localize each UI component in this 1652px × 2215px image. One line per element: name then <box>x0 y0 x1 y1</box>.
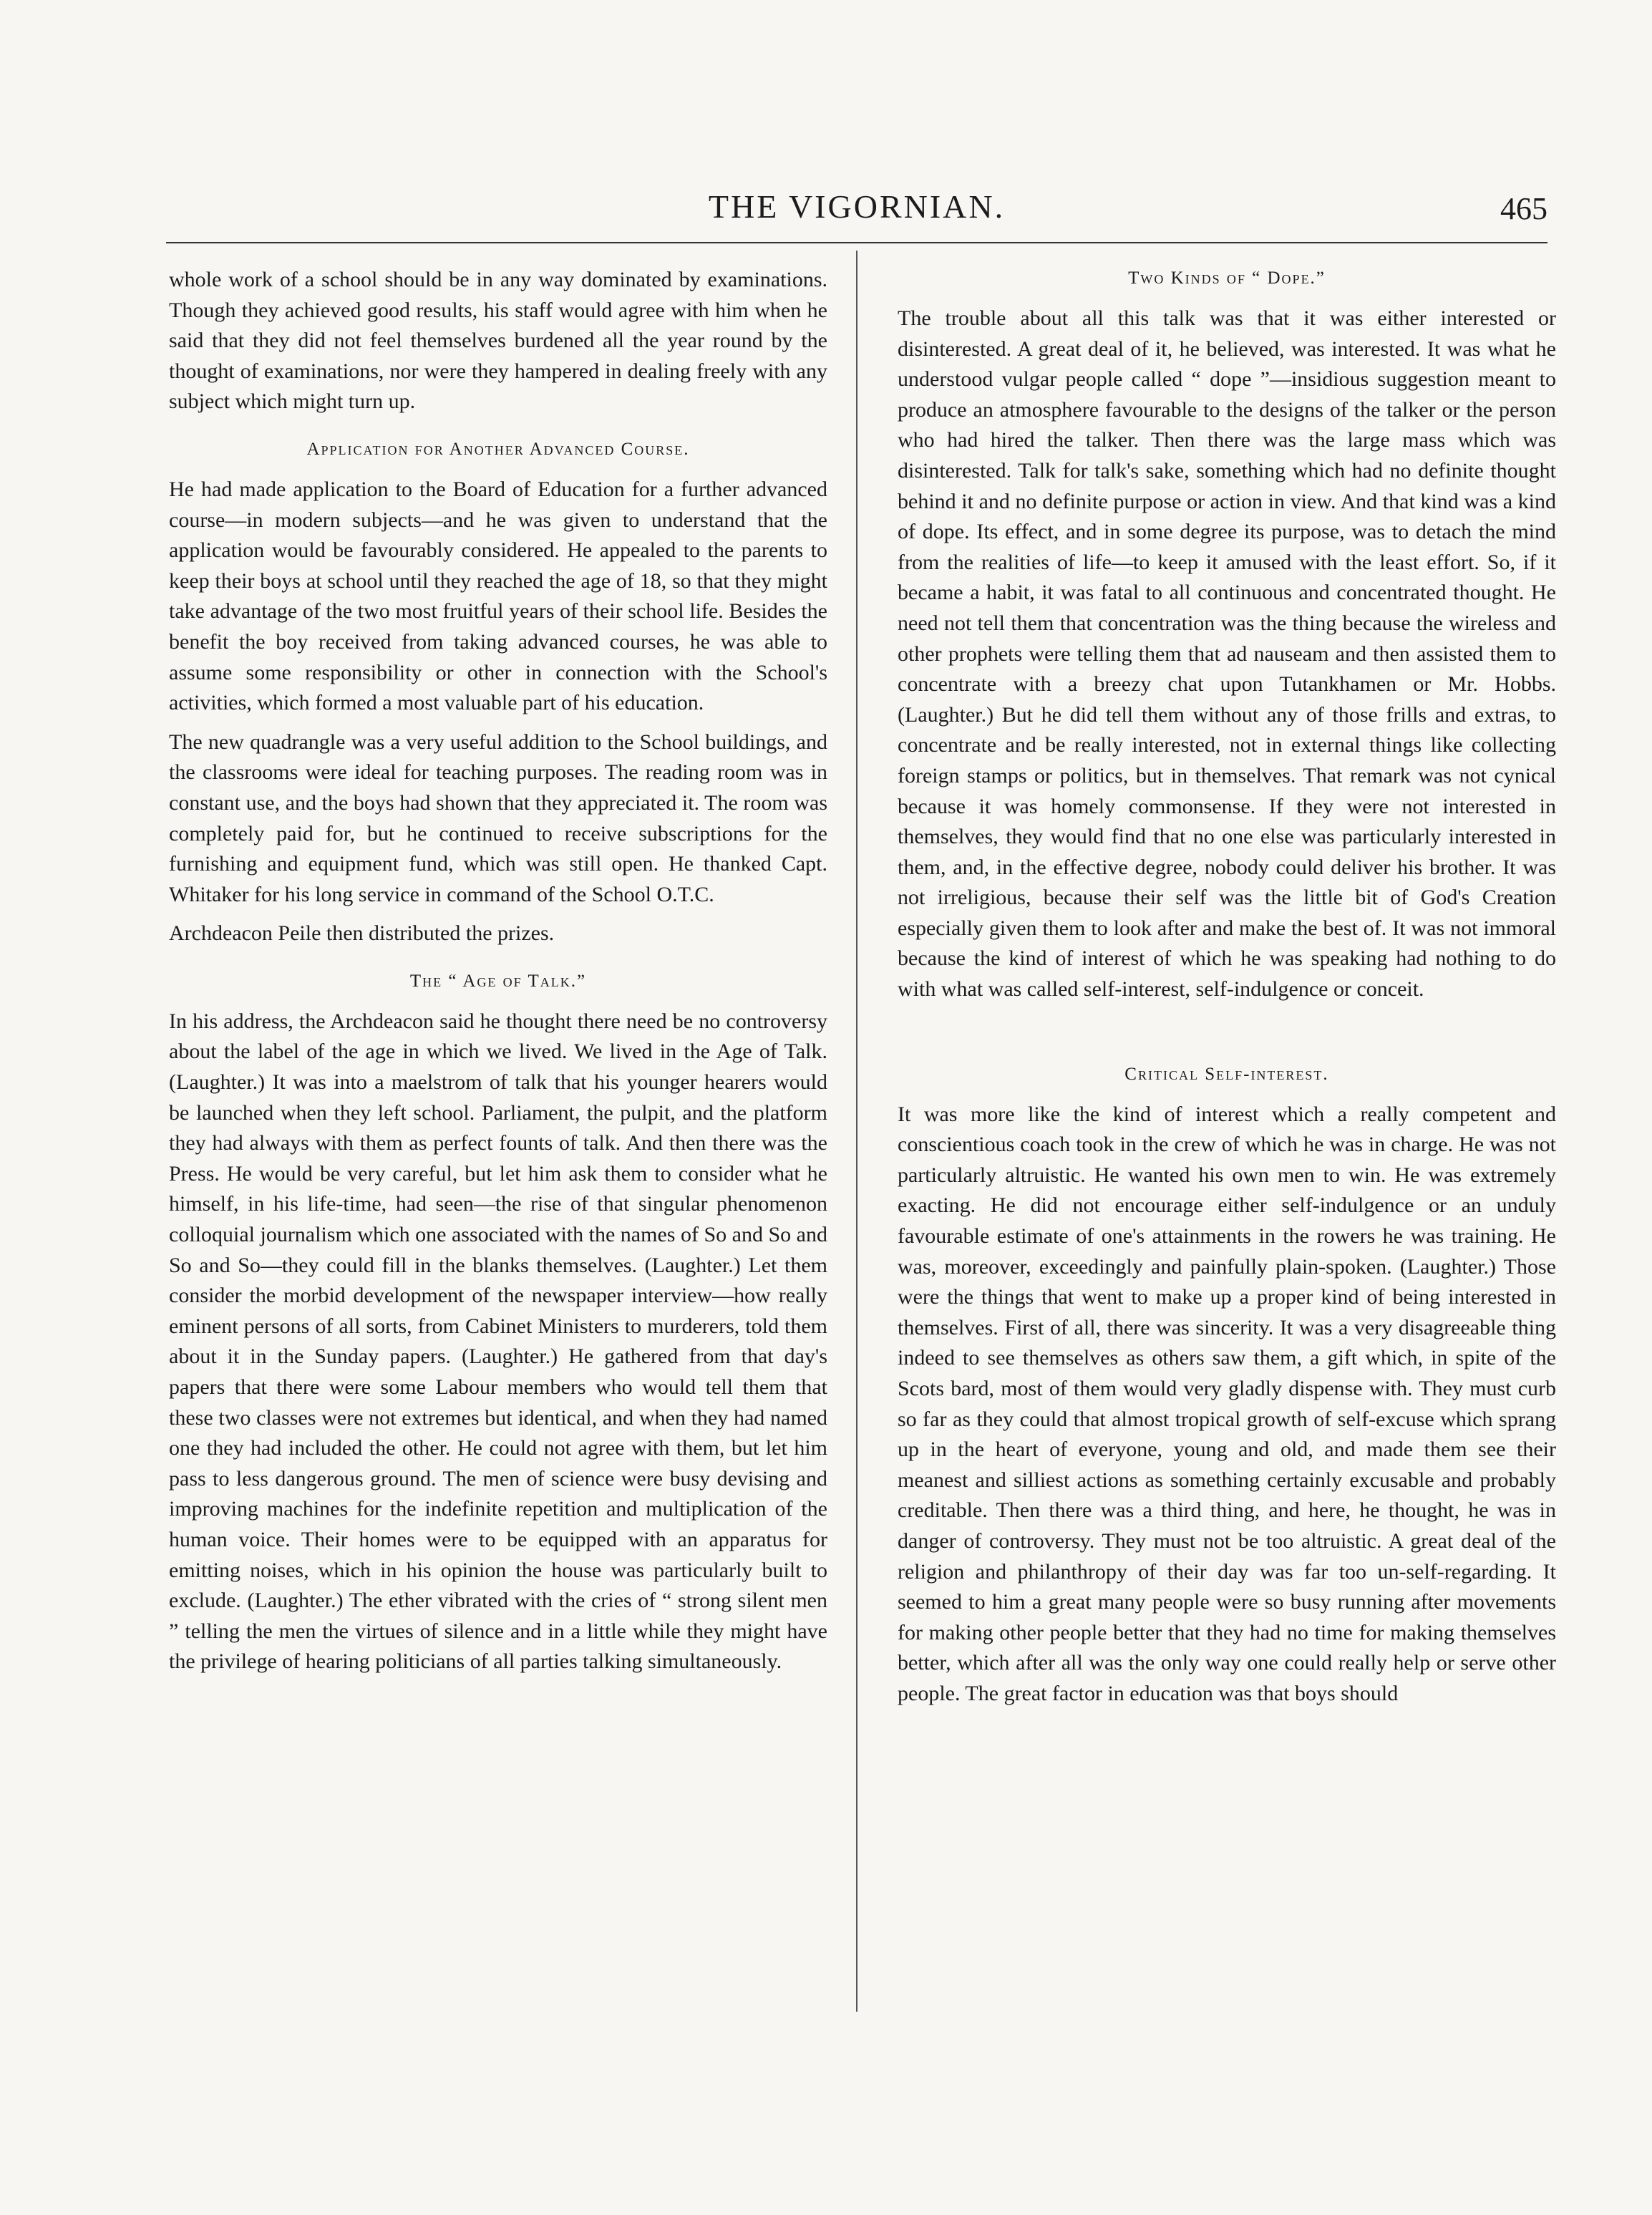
section-heading: Application for Another Advanced Course. <box>306 439 690 459</box>
paragraph: It was more like the kind of interest which a really competent and conscientious coach took in the crew of which he was in charge. He was not particularly altruistic. He wanted his own men to win. He was extremely exacting. He did not encourage either self-indulgence or an unduly favourable estimate of one's attainments in the rowers he was training. He was, moreover, exceedingly and painfully plain-spoken. (Laughter.) Those were the things that went to make up a proper kind of being interested in themselves. First of all, there was sincerity. It was a very disagreeable thing indeed to see themselves as others saw them, a gift which, in spite of the Scots bard, most of them would very gladly dispense with. They must curb so far as they could that almost tropical growth of self-excuse which sprang up in the heart of everyone, young and old, and made them see their meanest and silliest actions as something certainly excusable and probably creditable. Then there was a third thing, and here, he thought, he was in danger of controversy. They must not be too altruistic. A great deal of the religion and philanthropy of their day was far too un-self-regarding. It seemed to him a great many people were so busy running after movements for making other people better that they had no time for making themselves better, which after all was the only way one could really help or serve other people. The great factor in education was that boys should <box>898 1102 1556 1705</box>
paragraph: In his address, the Archdeacon said he thought there need be no controversy about the label of the age in which we lived. We lived in the Age of Talk. (Laughter.) It was into a maelstrom of talk that his younger hearers would be launched when they left school. Parliament, the pulpit, and the platform they had always with them as perfect founts of talk. And then there was the Press. He would be very careful, but let him ask them to consider what he himself, in his life-time, had seen—the rise of that singular phenomenon colloquial journalism which one associated with the names of So and So and So and So—they could fill in the blanks themselves. (Laughter.) Let them consider the morbid development of the newspaper interview—how really eminent persons of all sorts, from Cabinet Ministers to murderers, told them about it in the Sunday papers. (Laughter.) He gathered from that day's papers that there were some Labour members who would tell them that these two classes were not extremes but identical, and when they had named one they had included the other. He could not agree with them, but let him pass to less dangerous ground. The men of science were busy devising and improving machines for the indefinite repetition and multiplication of the human voice. Their homes were to be equipped with an apparatus for emitting noises, which in his opinion the house was particularly built to exclude. (Laughter.) The ether vibrated with the cries of “ strong silent men ” telling the men the virtues of silence and in a little while they might have the privilege of hearing politicians of all parties talking simultaneously. <box>169 1009 827 1674</box>
section-heading: Critical Self-interest. <box>1124 1064 1329 1084</box>
paragraph: The trouble about all this talk was that it was either interested or disinterested. A great deal of it, he believed, was interested. It was what he understood vulgar people called “ dope ”—insidious suggestion meant to produce an atmosphere favourable to the designs of the talker or the person who had hired the talker. Then there was the large mass which was disinterested. Talk for talk's sake, something which had no definite thought behind it and no definite purpose or action in view. And that kind was a kind of dope. Its effect, and in some degree its purpose, was to detach the mind from the realities of life—to keep it amused with the least effort. So, if it became a habit, it was fatal to all continuous and concentrated thought. He need not tell them that concentration was the thing because the wireless and other prophets were telling them that ad nauseam and then assisted them to concentrate with a breezy chat upon Tutankhamen or Mr. Hobbs. (Laughter.) But he did tell them without any of those frills and extras, to concentrate and be really interested, not in external things like collecting foreign stamps or politics, but in themselves. That remark was not cynical because it was homely commonsense. If they were not interested in themselves, they would find that no one else was particularly interested in them, and, in the effective degree, nobody could deliver his brother. It was not irreligious, because their self was the little bit of God's Creation especially given them to look after and make the best of. It was not immoral because the kind of interest of which he was speaking had nothing to do with what was called self-interest, self-indulgence or conceit. <box>898 306 1556 1002</box>
masthead-title: THE VIGORNIAN. <box>708 188 1006 225</box>
column-divider <box>856 251 857 2012</box>
paragraph: Archdeacon Peile then distributed the prizes. <box>169 921 555 946</box>
spacer <box>898 1014 1556 1042</box>
paragraph: whole work of a school should be in any way dominated by examinations. Though they achieved good results, his staff would agree with him when he said that they did not feel themselves burdened all the year round by the thought of examinations, nor were they hampered in dealing freely with any subject which might turn up. <box>169 268 827 414</box>
left-column <box>169 265 827 1686</box>
page-header <box>166 188 1547 245</box>
paragraph: The new quadrangle was a very useful addition to the School buildings, and the classrooms were ideal for teaching purposes. The reading room was in constant use, and the boys had shown that they appreciated it. The room was completely paid for, but he continued to receive subscriptions for the furnishing and equipment fund, which was still open. He thanked Capt. Whitaker for his long service in command of the School O.T.C. <box>169 730 827 906</box>
paragraph: He had made application to the Board of Education for a further advanced course—in modern subjects—and he was given to understand that the application would be favourably considered. He appealed to the parents to keep their boys at school until they reached the age of 18, so that they might take advantage of the two most fruitful years of their school life. Besides the benefit the boy received from taking advanced courses, he was able to assume some responsibility or other in connection with the School's activities, which formed a most valuable part of his education. <box>169 477 827 715</box>
section-heading: The “ Age of Talk.” <box>409 971 587 991</box>
page-number: 465 <box>1500 191 1547 226</box>
section-heading: Two Kinds of “ Dope.” <box>1128 268 1326 288</box>
right-column <box>898 265 1556 1718</box>
header-rule <box>166 242 1547 243</box>
